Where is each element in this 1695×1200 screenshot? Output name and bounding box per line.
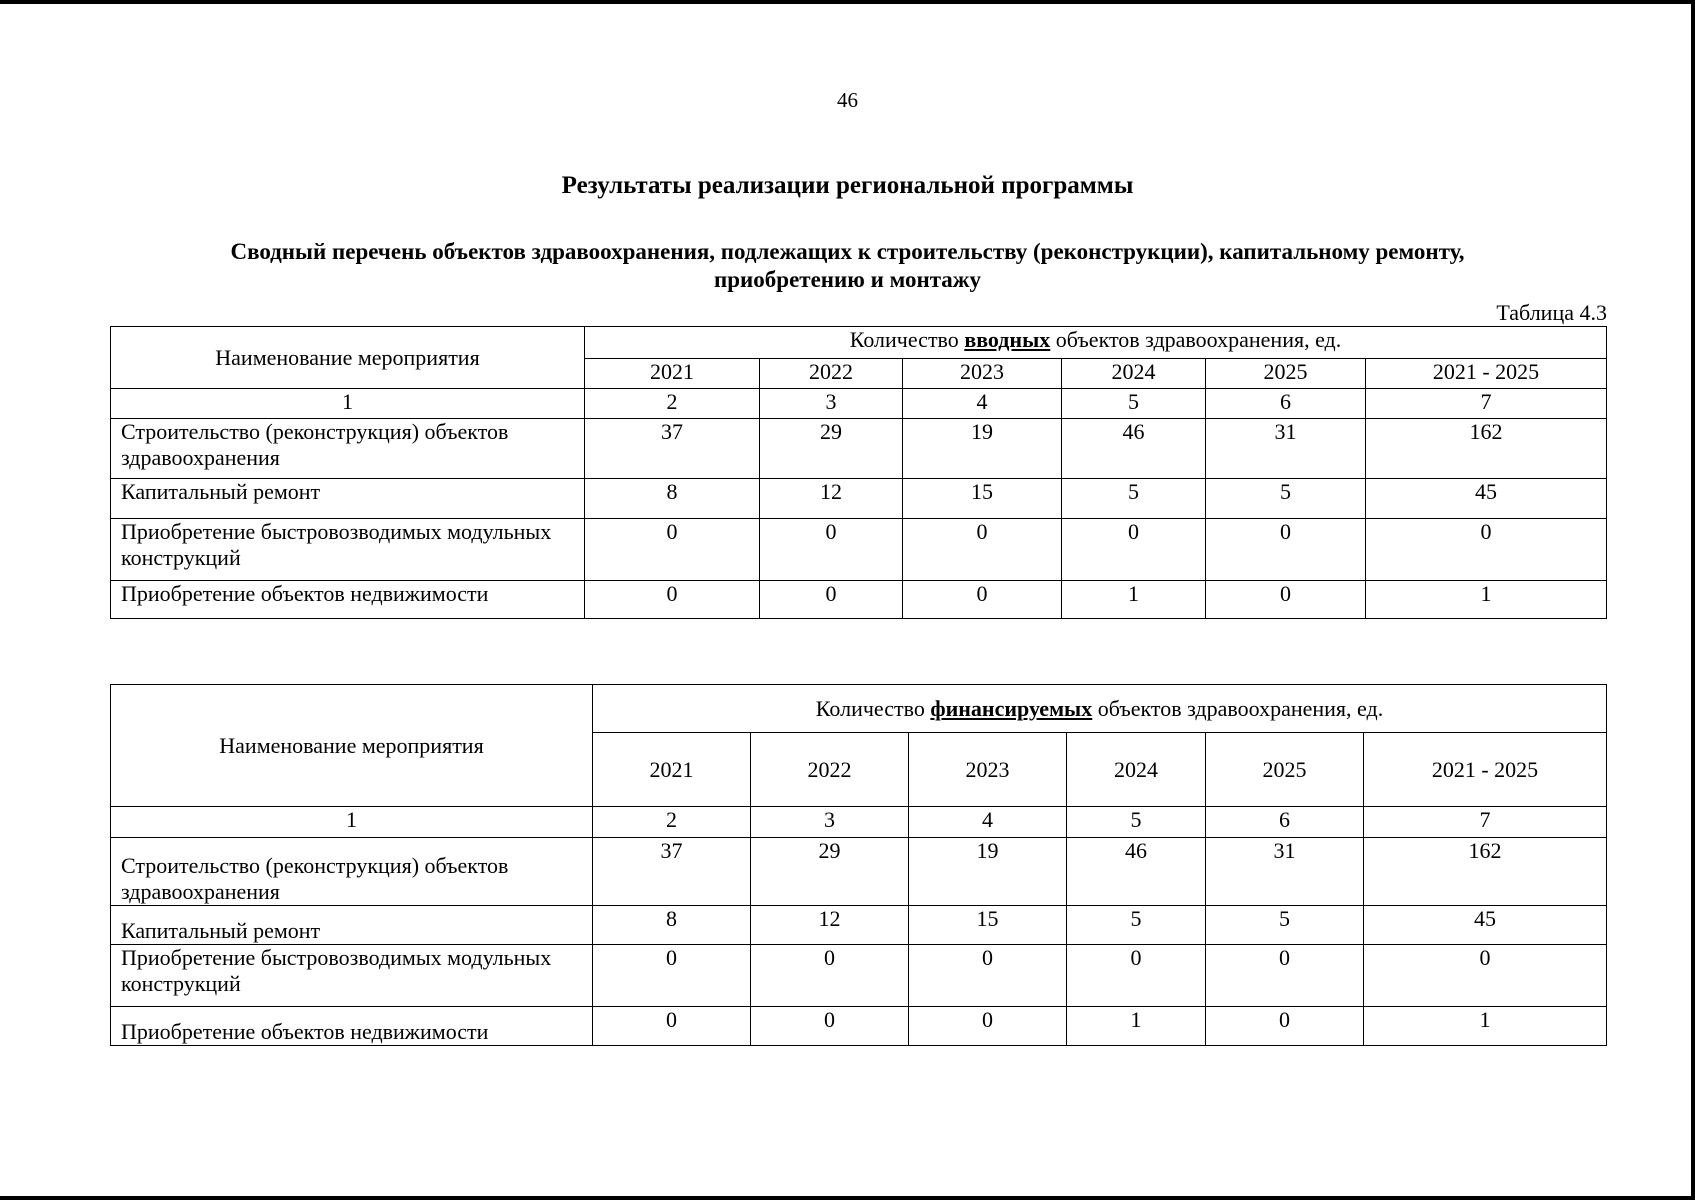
- row-value: 12: [760, 479, 903, 519]
- row-value: 0: [903, 581, 1062, 619]
- row-name: Приобретение объектов недвижимости: [111, 581, 585, 619]
- row-value: 37: [593, 838, 751, 906]
- year-header: 2021: [585, 359, 760, 389]
- row-name: Приобретение быстровозводимых модульных конструкций: [111, 945, 593, 1007]
- group-header-suffix: объектов здравоохранения, ед.: [1092, 695, 1384, 721]
- year-header: 2022: [751, 733, 909, 807]
- row-value: 0: [751, 945, 909, 1007]
- column-number-row: [111, 807, 1607, 838]
- row-value: 0: [1062, 519, 1206, 581]
- row-value: 5: [1067, 906, 1206, 945]
- group-header-emphasis: финансируемых: [930, 695, 1093, 721]
- row-value: 37: [585, 419, 760, 479]
- table-row: [111, 906, 1607, 945]
- group-header-suffix: объектов здравоохранения, ед.: [1050, 327, 1342, 352]
- row-value: 0: [909, 1007, 1067, 1046]
- row-value: 0: [1364, 945, 1607, 1007]
- group-header: [593, 685, 1607, 733]
- table-row: [111, 419, 1607, 479]
- row-value: 0: [1206, 581, 1366, 619]
- row-value: 0: [903, 519, 1062, 581]
- year-header: 2022: [760, 359, 903, 389]
- year-header: 2023: [903, 359, 1062, 389]
- name-header: Наименование мероприятия: [111, 327, 585, 389]
- table-row: [111, 581, 1607, 619]
- page-subtitle: Сводный перечень объектов здравоохранения, подлежащих к строительству (реконструкции), капитальному ремонту, приобретению и монтажу: [230, 239, 1465, 292]
- row-value: 1: [1067, 1007, 1206, 1046]
- year-header: 2025: [1206, 359, 1366, 389]
- column-number: 7: [1366, 389, 1607, 419]
- scan-border-top: [0, 0, 1695, 4]
- group-header-prefix: Количество: [849, 327, 965, 352]
- column-number-row: [111, 389, 1607, 419]
- table-label: Таблица 4.3: [1496, 300, 1607, 325]
- row-name: Приобретение быстровозводимых модульных конструкций: [111, 519, 585, 581]
- row-value: 1: [1366, 581, 1607, 619]
- column-number: 3: [760, 389, 903, 419]
- row-value: 5: [1206, 906, 1364, 945]
- row-value: 15: [909, 906, 1067, 945]
- row-value: 15: [903, 479, 1062, 519]
- page-title: Результаты реализации региональной программы: [561, 172, 1134, 199]
- row-value: 29: [760, 419, 903, 479]
- row-value: 5: [1062, 479, 1206, 519]
- column-number: 2: [585, 389, 760, 419]
- row-value: 162: [1366, 419, 1607, 479]
- column-number: 2: [593, 807, 751, 838]
- row-name: Капитальный ремонт: [111, 479, 585, 519]
- year-header: 2021 - 2025: [1366, 359, 1607, 389]
- year-header: 2025: [1206, 733, 1364, 807]
- year-header: 2023: [909, 733, 1067, 807]
- row-value: 0: [760, 519, 903, 581]
- group-header-emphasis: вводных: [964, 327, 1051, 352]
- column-number: 6: [1206, 389, 1366, 419]
- row-value: 31: [1206, 419, 1366, 479]
- row-name: Строительство (реконструкция) объектов здравоохранения: [111, 419, 585, 479]
- group-header: [585, 327, 1607, 359]
- row-value: 19: [903, 419, 1062, 479]
- row-name: Капитальный ремонт: [111, 906, 593, 945]
- row-value: 12: [751, 906, 909, 945]
- row-value: 31: [1206, 838, 1364, 906]
- column-number: 4: [909, 807, 1067, 838]
- row-value: 1: [1062, 581, 1206, 619]
- year-header: 2021: [593, 733, 751, 807]
- row-name: Строительство (реконструкция) объектов здравоохранения: [111, 838, 593, 906]
- year-header: 2024: [1067, 733, 1206, 807]
- row-value: 46: [1062, 419, 1206, 479]
- row-value: 19: [909, 838, 1067, 906]
- row-value: 0: [1206, 1007, 1364, 1046]
- row-value: 46: [1067, 838, 1206, 906]
- row-value: 0: [751, 1007, 909, 1046]
- row-value: 162: [1364, 838, 1607, 906]
- row-value: 45: [1366, 479, 1607, 519]
- row-value: 8: [593, 906, 751, 945]
- financed-objects-table: [110, 684, 1607, 1046]
- name-header: Наименование мероприятия: [111, 685, 593, 807]
- row-value: 0: [1206, 945, 1364, 1007]
- scan-border-bottom: [0, 1196, 1695, 1200]
- column-number: 1: [111, 389, 585, 419]
- row-name: Приобретение объектов недвижимости: [111, 1007, 593, 1046]
- column-number: 3: [751, 807, 909, 838]
- table-row: [111, 945, 1607, 1007]
- row-value: 45: [1364, 906, 1607, 945]
- table-row: [111, 519, 1607, 581]
- row-value: 0: [593, 1007, 751, 1046]
- column-number: 5: [1067, 807, 1206, 838]
- row-value: 8: [585, 479, 760, 519]
- table-row: [111, 479, 1607, 519]
- column-number: 1: [111, 807, 593, 838]
- row-value: 29: [751, 838, 909, 906]
- row-value: 5: [1206, 479, 1366, 519]
- row-value: 0: [585, 581, 760, 619]
- row-value: 0: [1206, 519, 1366, 581]
- page-number: 46: [837, 88, 858, 112]
- column-number: 5: [1062, 389, 1206, 419]
- table-row: [111, 838, 1607, 906]
- row-value: 0: [1067, 945, 1206, 1007]
- column-number: 7: [1364, 807, 1607, 838]
- column-number: 6: [1206, 807, 1364, 838]
- table-row: [111, 1007, 1607, 1046]
- column-number: 4: [903, 389, 1062, 419]
- row-value: 0: [593, 945, 751, 1007]
- group-header-prefix: Количество: [815, 695, 931, 721]
- row-value: 0: [760, 581, 903, 619]
- row-value: 0: [1366, 519, 1607, 581]
- year-header: 2021 - 2025: [1364, 733, 1607, 807]
- row-value: 0: [909, 945, 1067, 1007]
- year-header: 2024: [1062, 359, 1206, 389]
- row-value: 1: [1364, 1007, 1607, 1046]
- row-value: 0: [585, 519, 760, 581]
- commissioned-objects-table: [110, 326, 1607, 619]
